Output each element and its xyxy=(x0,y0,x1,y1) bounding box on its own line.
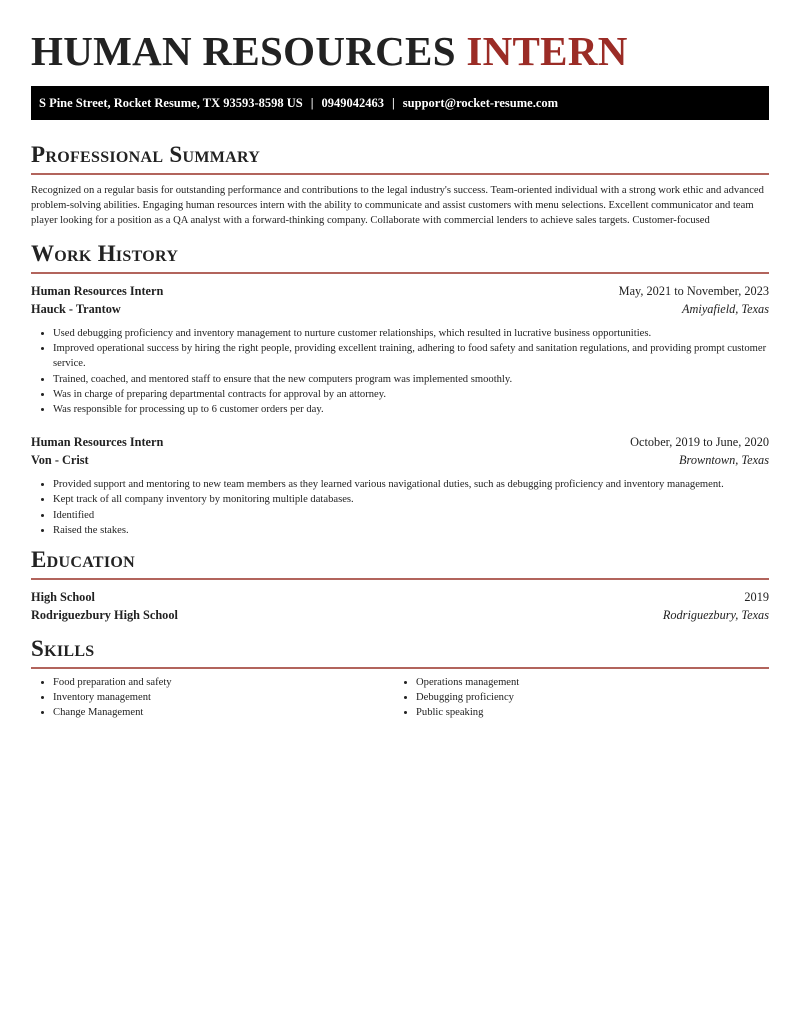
job-title: Human Resources Intern xyxy=(31,284,164,298)
education-section xyxy=(31,547,769,624)
skill-item: • Change Management xyxy=(53,705,394,720)
summary-text: Recognized on a regular basis for outstanding performance and contributions to the legal industry's success. Team-oriented individual with a strong work ethic and advanced problem-solving abilities. Engaging human resources intern with the ability to communicate and assist customers with menu selections. Excellent communicator and team player looking for a position as a QA analyst with a forward-thinking company. Collaborate with commercial lenders to achieve sales targets. Customer-focused xyxy=(31,185,764,227)
list-item: • Provided support and mentoring to new team members as they learned various navigational duties, such as debugging proficiency and inventory management. xyxy=(53,477,769,492)
education-location: Rodriguezbury, Texas xyxy=(662,608,769,622)
contact-address: S Pine Street, Rocket Resume, TX 93593-8598 US xyxy=(39,96,303,110)
job-title: Human Resources Intern xyxy=(31,435,164,450)
job-dates: October, 2019 to June, 2020 xyxy=(630,435,769,450)
contact-bar xyxy=(31,86,769,120)
section-divider xyxy=(31,667,769,669)
contact-phone: 0949042463 xyxy=(321,96,385,110)
education-year: 2019 xyxy=(744,590,769,604)
section-title-summary: Professional Summary xyxy=(31,142,261,167)
list-item: • Trained, coached, and mentored staff to ensure that the new computers program was implemented smoothly. xyxy=(53,372,769,387)
job-duties xyxy=(31,326,769,417)
list-item: • Kept track of all company inventory by monitoring multiple databases. xyxy=(53,492,769,507)
skills-list-left xyxy=(31,675,394,721)
skill-item: • Public speaking xyxy=(416,705,757,720)
list-item: • Used debugging proficiency and inventory management to nurture customer relationships, which resulted in lucrative business opportunities. xyxy=(53,326,769,341)
work-history-section xyxy=(31,241,769,538)
section-divider xyxy=(31,272,769,274)
resume-page xyxy=(31,0,769,719)
job-company: Hauck - Trantow xyxy=(31,302,121,316)
skills-section xyxy=(31,636,769,721)
section-title-skills: Skills xyxy=(31,636,95,661)
skills-list-right xyxy=(394,675,757,721)
list-item: • Identified xyxy=(53,508,769,523)
contact-separator: | xyxy=(392,96,395,110)
list-item: • Was in charge of preparing departmental contracts for approval by an attorney. xyxy=(53,387,769,402)
education-degree: High School xyxy=(31,590,95,604)
job-company: Von - Crist xyxy=(31,453,89,468)
skill-item: • Debugging proficiency xyxy=(416,690,757,705)
job-dates: May, 2021 to November, 2023 xyxy=(618,284,769,298)
title-main: HUMAN RESOURCES xyxy=(31,28,456,74)
contact-separator: | xyxy=(310,96,314,110)
section-title-work: Work History xyxy=(31,241,179,266)
skill-item: • Food preparation and safety xyxy=(53,675,394,690)
list-item: • Improved operational success by hiring the right people, providing excellent training, adhering to food safety and sanitation regulations, and providing prompt customer service. xyxy=(53,341,769,371)
section-title-education: Education xyxy=(31,547,135,572)
summary-section xyxy=(31,142,769,229)
resume-title xyxy=(31,28,769,74)
skill-item: • Operations management xyxy=(416,675,757,690)
job-entry xyxy=(31,282,769,417)
title-accent: INTERN xyxy=(466,28,628,74)
skills-grid xyxy=(31,675,769,721)
job-location: Amiyafield, Texas xyxy=(682,302,769,316)
section-divider xyxy=(31,173,769,175)
job-entry xyxy=(31,433,769,538)
list-item: • Raised the stakes. xyxy=(53,523,769,538)
list-item: • Was responsible for processing up to 6 customer orders per day. xyxy=(53,402,769,417)
section-divider xyxy=(31,578,769,580)
contact-email: support@rocket-resume.com xyxy=(402,96,559,110)
job-duties xyxy=(31,477,769,538)
job-location: Browntown, Texas xyxy=(679,453,769,468)
skill-item: • Inventory management xyxy=(53,690,394,705)
education-school: Rodriguezbury High School xyxy=(31,608,178,622)
